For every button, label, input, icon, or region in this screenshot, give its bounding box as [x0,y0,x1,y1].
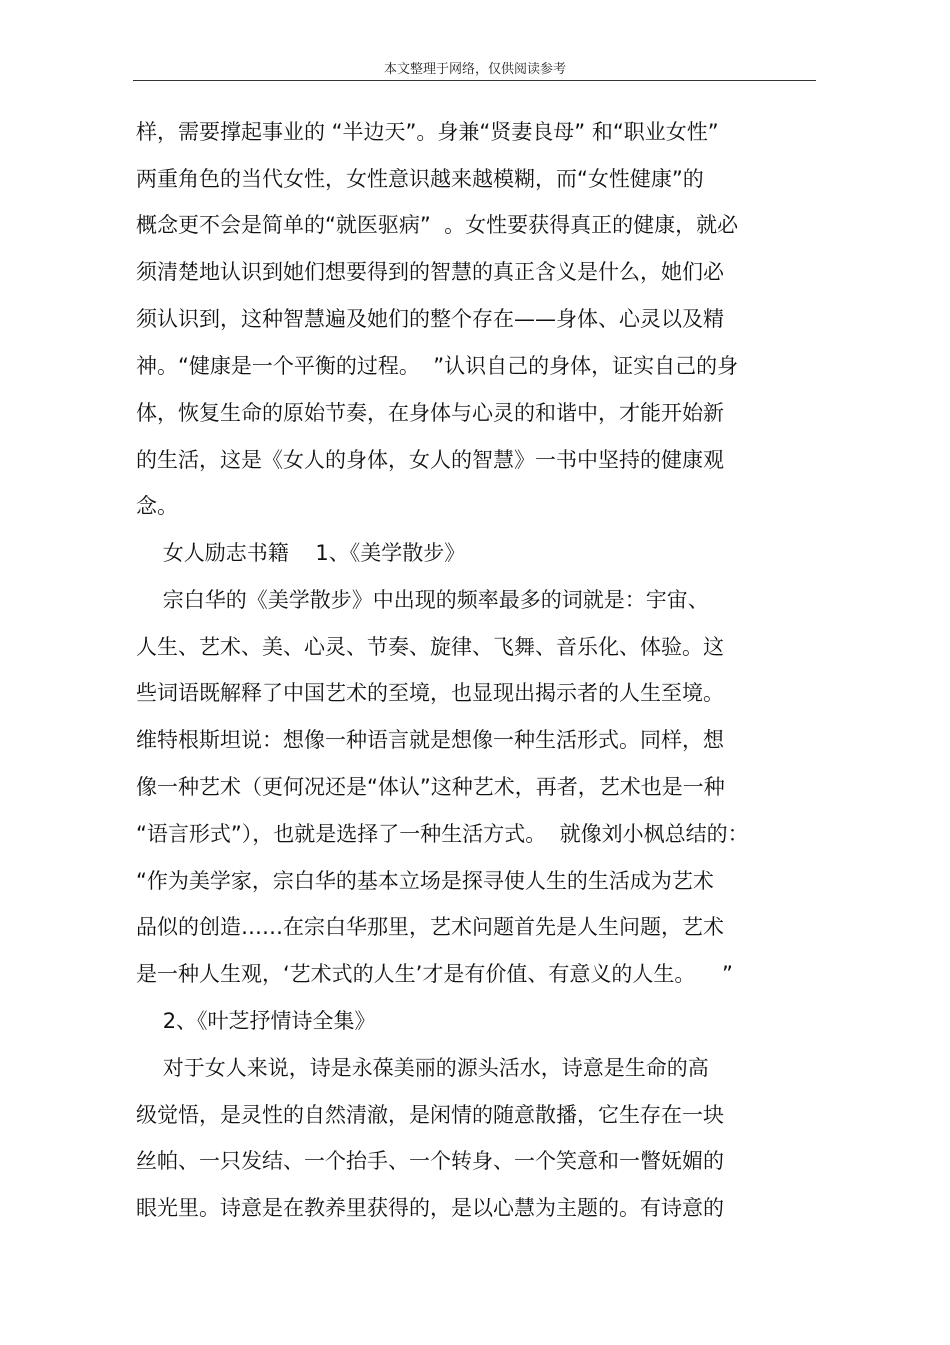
text-line: 概念更不会是简单的“就医驱病” 。女性要获得真正的健康，就必 [136,213,739,237]
text-line: 像一种艺术（更何况还是“体认”这种艺术，再者，艺术也是一种 [136,775,725,799]
text-line: 丝帕、一只发结、一个抬手、一个转身、一个笑意和一瞥妩媚的 [136,1149,724,1173]
text-line: 品似的创造……在宗白华那里，艺术问题首先是人生问题，艺术 [136,915,724,939]
text-line: 神。“健康是一个平衡的过程。 ”认识自己的身体，证实自己的身 [136,354,739,378]
text-line: 样，需要撑起事业的 “半边天”。身兼“贤妻良母” 和“职业女性” [136,120,719,144]
text-line: 是一种人生观，‘艺术式的人生’才是有价值、有意义的人生。 ” [136,962,733,986]
text-line: “作为美学家，宗白华的基本立场是探寻使人生的生活成为艺术 [136,869,714,893]
text-line: 些词语既解释了中国艺术的至境，也显现出揭示者的人生至境。 [136,681,724,705]
page-header: 本文整理于网络，仅供阅读参考 [383,62,566,77]
text-line: 的生活，这是《女人的身体，女人的智慧》一书中坚持的健康观 [136,448,724,472]
text-line: 维特根斯坦说：想像一种语言就是想像一种生活形式。同样，想 [136,728,724,752]
text-line: 对于女人来说，诗是永葆美丽的源头活水，诗意是生命的高 [136,1056,709,1080]
text-line: 念。 [136,494,178,518]
text-line: 宗白华的《美学散步》中出现的频率最多的词就是：宇宙、 [136,588,709,612]
text-line: 级觉悟，是灵性的自然清澈，是闲情的随意散播，它生存在一块 [136,1103,724,1127]
text-line: 人生、艺术、美、心灵、节奏、旋律、飞舞、音乐化、体验。这 [136,635,724,659]
text-line: 眼光里。诗意是在教养里获得的，是以心慧为主题的。有诗意的 [136,1196,724,1220]
text-line: 须清楚地认识到她们想要得到的智慧的真正含义是什么，她们必 [136,260,724,284]
header-divider [133,80,816,81]
section-heading: 2、《叶芝抒情诗全集》 [136,1009,376,1033]
text-line: 体，恢复生命的原始节奏，在身体与心灵的和谐中，才能开始新 [136,401,724,425]
text-line: “语言形式”），也就是选择了一种生活方式。 就像刘小枫总结的： [136,822,749,846]
text-line: 两重角色的当代女性，女性意识越来越模糊，而“女性健康”的 [136,167,704,191]
text-line: 须认识到，这种智慧遍及她们的整个存在——身体、心灵以及精 [136,307,724,331]
section-heading: 女人励志书籍 1、《美学散步》 [136,541,466,565]
